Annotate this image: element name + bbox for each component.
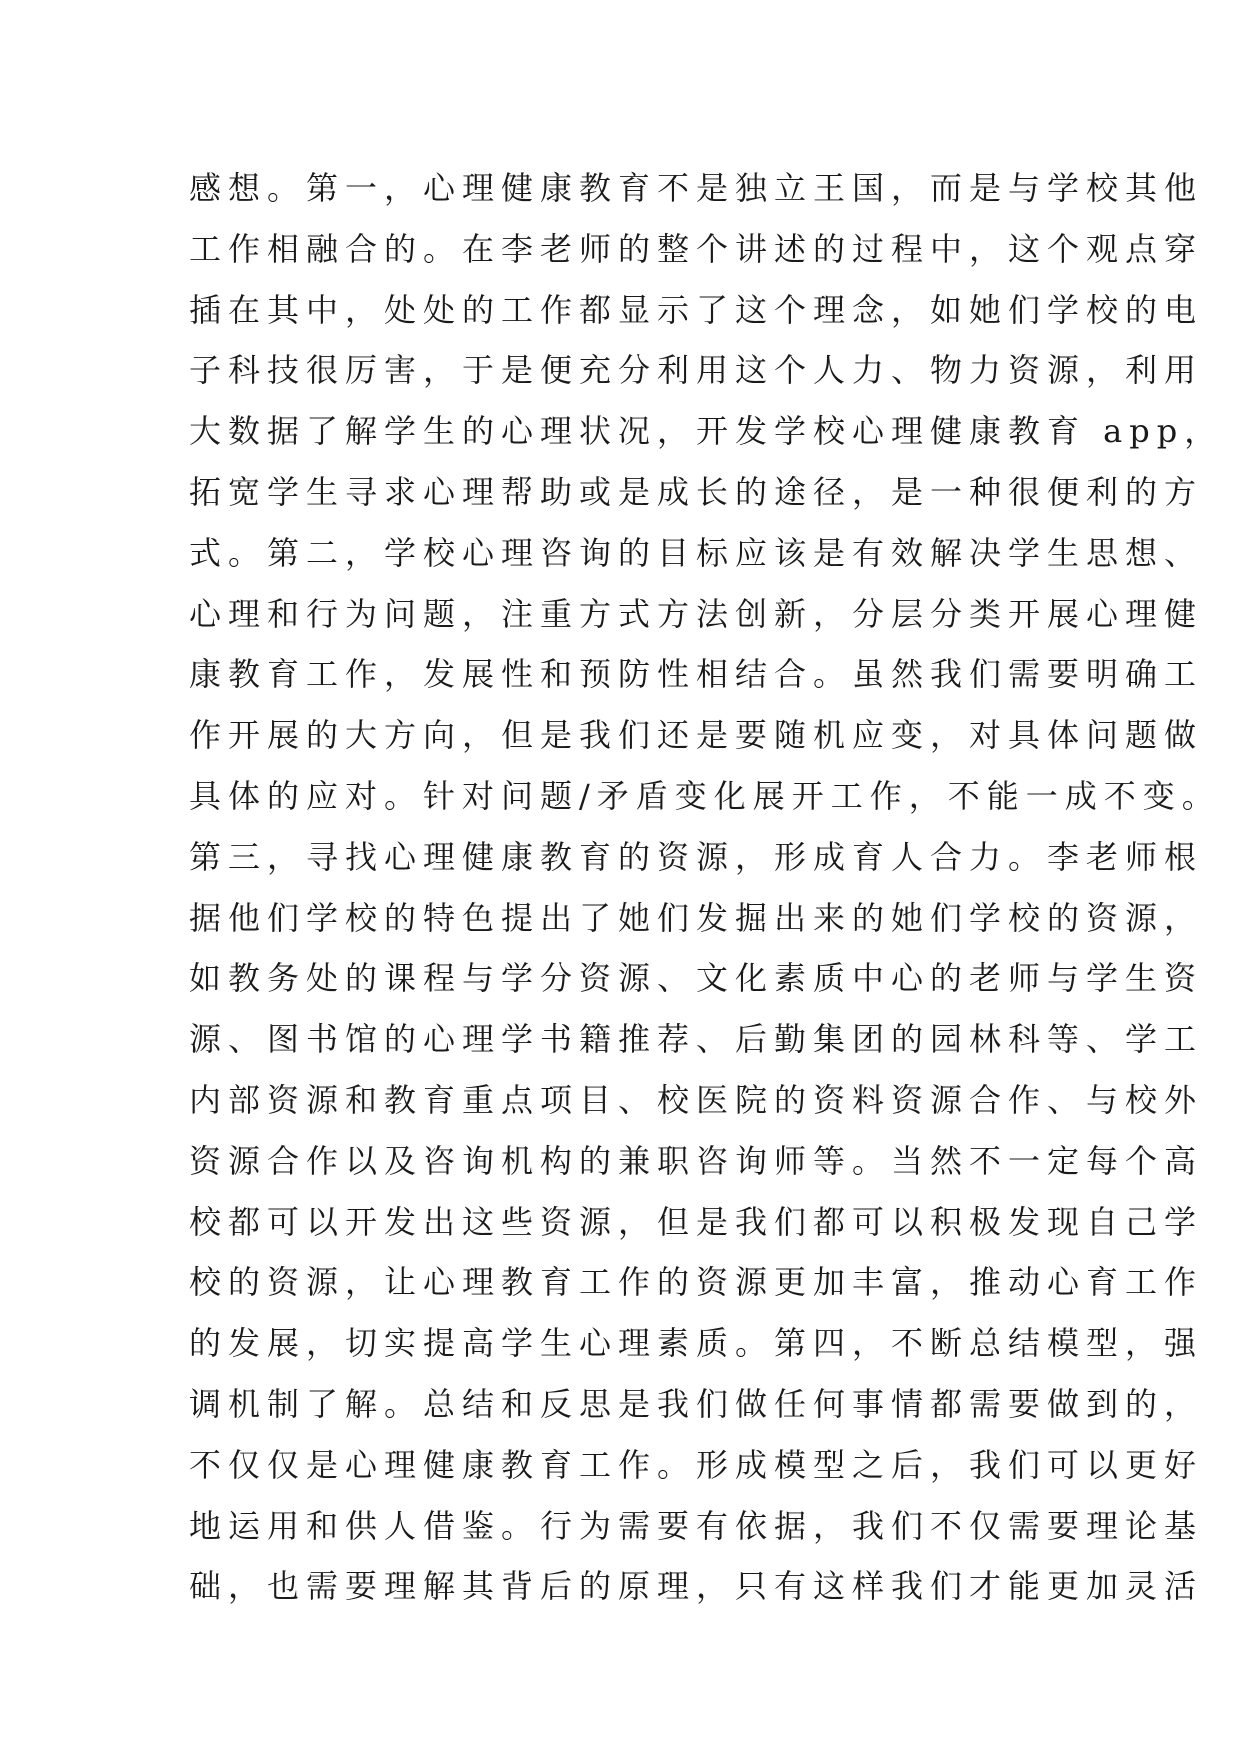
text-line: 调机制了解。总结和反思是我们做任何事情都需要做到的， [189, 1384, 1204, 1423]
text-line: 康教育工作，发展性和预防性相结合。虽然我们需要明确工 [189, 655, 1204, 694]
text-line: 不仅仅是心理健康教育工作。形成模型之后，我们可以更好 [189, 1445, 1204, 1484]
text-line: 校都可以开发出这些资源，但是我们都可以积极发现自己学 [189, 1202, 1204, 1241]
text-line: 具体的应对。针对问题/矛盾变化展开工作，不能一成不变。 [189, 776, 1221, 815]
text-line: 础，也需要理解其背后的原理，只有这样我们才能更加灵活 [189, 1567, 1204, 1606]
body-text [189, 158, 1224, 1617]
text-line: 资源合作以及咨询机构的兼职咨询师等。当然不一定每个高 [189, 1141, 1204, 1180]
text-line: 拓宽学生寻求心理帮助或是成长的途径，是一种很便利的方 [189, 472, 1204, 511]
text-line: 第三，寻找心理健康教育的资源，形成育人合力。李老师根 [189, 837, 1204, 876]
text-line: 内部资源和教育重点项目、校医院的资料资源合作、与校外 [189, 1080, 1204, 1119]
text-line: 源、图书馆的心理学书籍推荐、后勤集团的园林科等、学工 [189, 1020, 1204, 1059]
text-line: 大数据了解学生的心理状况，开发学校心理健康教育 app， [189, 412, 1224, 451]
text-line: 感想。第一，心理健康教育不是独立王国，而是与学校其他 [189, 169, 1204, 207]
text-line: 据他们学校的特色提出了她们发掘出来的她们学校的资源， [189, 898, 1204, 937]
text-line: 作开展的大方向，但是我们还是要随机应变，对具体问题做 [189, 716, 1204, 755]
text-line: 的发展，切实提高学生心理素质。第四，不断总结模型，强 [189, 1324, 1204, 1363]
text-line: 工作相融合的。在李老师的整个讲述的过程中，这个观点穿 [189, 229, 1204, 268]
text-line: 插在其中，处处的工作都显示了这个理念，如她们学校的电 [189, 290, 1204, 329]
text-line: 校的资源，让心理教育工作的资源更加丰富，推动心育工作 [189, 1263, 1204, 1302]
text-line: 地运用和供人借鉴。行为需要有依据，我们不仅需要理论基 [189, 1506, 1204, 1545]
text-line: 子科技很厉害，于是便充分利用这个人力、物力资源，利用 [189, 351, 1204, 390]
text-line: 式。第二，学校心理咨询的目标应该是有效解决学生思想、 [189, 533, 1204, 572]
text-line: 心理和行为问题，注重方式方法创新，分层分类开展心理健 [189, 594, 1204, 633]
text-line: 如教务处的课程与学分资源、文化素质中心的老师与学生资 [189, 959, 1204, 998]
